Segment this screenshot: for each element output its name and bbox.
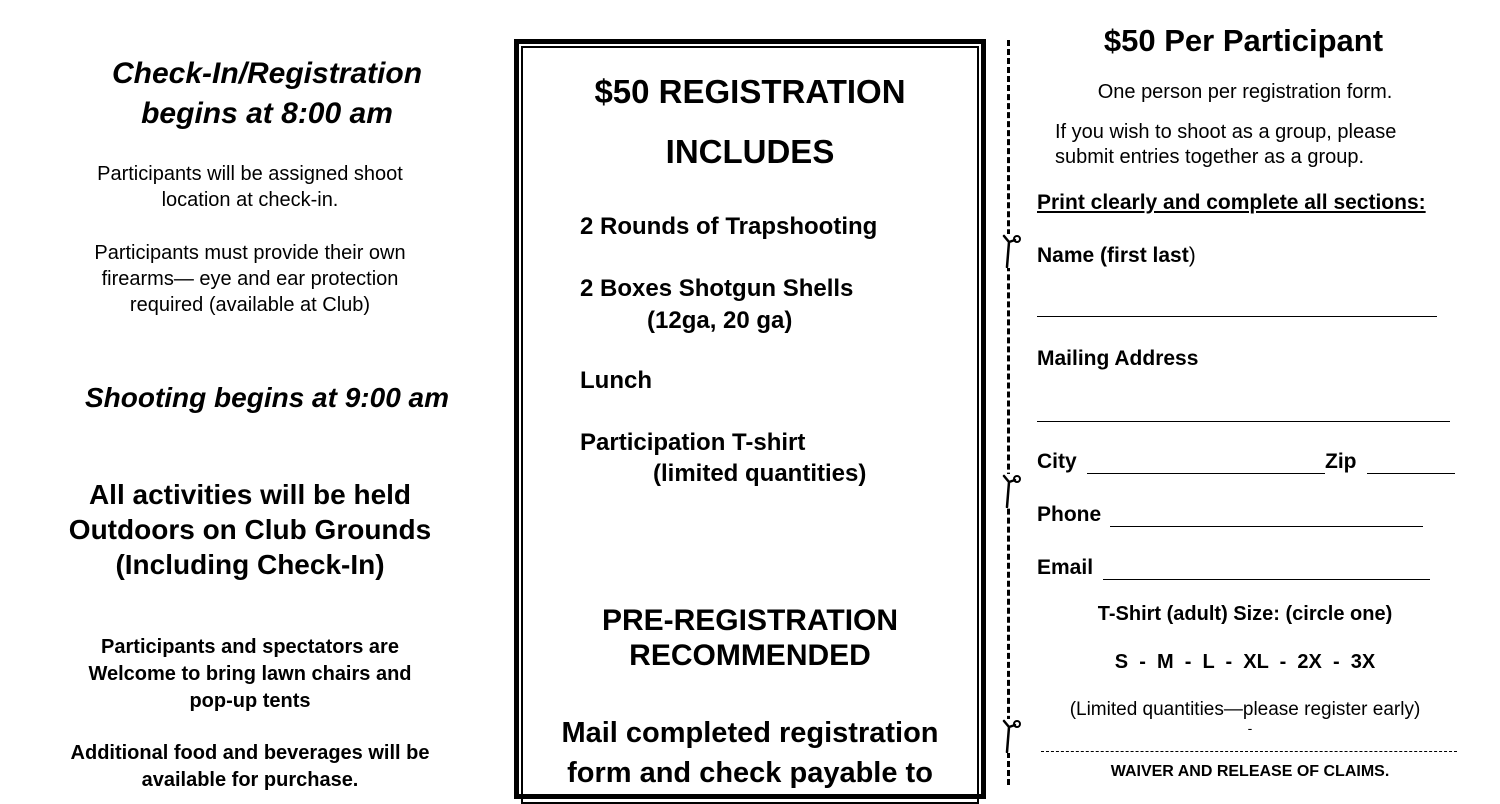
phone-label: Phone	[1037, 503, 1102, 526]
name-label	[1037, 242, 1196, 270]
print-clearly-instructions: Print clearly and complete all sections:	[1037, 191, 1426, 214]
includes-heading	[514, 72, 986, 172]
checkin-heading-line2: begins at 8:00 am	[141, 97, 393, 130]
chairs-notice	[0, 634, 500, 715]
email-label: Email	[1037, 556, 1094, 579]
price-heading: $50 Per Participant	[1103, 23, 1384, 58]
firearms-line3: required (available at Club)	[129, 294, 371, 316]
food-line2: available for purchase.	[141, 769, 359, 791]
shoot-location-line2: location at check-in.	[161, 189, 339, 211]
include-item-shells: 2 Boxes Shotgun Shells	[580, 275, 854, 302]
one-person-note: One person per registration form.	[1097, 81, 1393, 103]
event-info-column	[0, 0, 500, 791]
include-item-tshirt: Participation T-shirt	[580, 429, 806, 456]
outdoors-line3: (Including Check-In)	[115, 549, 385, 580]
name-label-text: Name (first last	[1037, 244, 1189, 267]
city-label: City	[1037, 450, 1077, 473]
mail-instructions	[514, 713, 986, 793]
group-note-line2: submit entries together as a group.	[1055, 146, 1365, 168]
include-item-tshirt-note: (limited quantities)	[653, 460, 867, 487]
outdoors-line1: All activities will be held	[88, 479, 412, 510]
chairs-line3: pop-up tents	[189, 690, 311, 712]
waiver-divider	[1041, 751, 1457, 752]
scissors-icon	[998, 474, 1022, 508]
shoot-location-line1: Participants will be assigned shoot	[97, 163, 403, 185]
firearms-line1: Participants must provide their own	[94, 242, 406, 264]
food-notice	[0, 740, 500, 794]
stray-dash: -	[1247, 720, 1253, 736]
group-note	[1055, 120, 1396, 170]
chairs-line2: Welcome to bring lawn chairs and	[88, 663, 412, 685]
name-label-paren: )	[1188, 244, 1196, 267]
tshirt-size-options[interactable]: S - M - L - XL - 2X - 3X	[1114, 651, 1376, 673]
group-note-line1: If you wish to shoot as a group, please	[1055, 121, 1397, 143]
includes-heading-line2: INCLUDES	[665, 133, 835, 170]
outdoors-notice	[0, 477, 500, 582]
chairs-line1: Participants and spectators are	[101, 636, 399, 658]
zip-label: Zip	[1325, 450, 1357, 473]
include-item-shells-gauge: (12ga, 20 ga)	[647, 307, 793, 334]
mailing-address-label: Mailing Address	[1037, 347, 1199, 370]
zip-input[interactable]	[1367, 473, 1455, 474]
phone-input[interactable]	[1110, 526, 1423, 527]
outdoors-line2: Outdoors on Club Grounds	[68, 514, 432, 545]
checkin-heading	[0, 54, 534, 134]
include-item-trapshooting: 2 Rounds of Trapshooting	[580, 213, 878, 240]
city-input[interactable]	[1087, 473, 1325, 474]
preregistration-line1: PRE-REGISTRATION	[601, 604, 899, 637]
includes-heading-line1: $50 REGISTRATION	[594, 73, 906, 110]
email-input[interactable]	[1103, 579, 1430, 580]
tshirt-size-label: T-Shirt (adult) Size: (circle one)	[1097, 603, 1393, 625]
food-line1: Additional food and beverages will be	[70, 742, 430, 764]
mailing-address-input[interactable]	[1037, 421, 1450, 422]
mail-line2: form and check payable to	[567, 757, 933, 789]
limited-quantities-note: (Limited quantities—please register early)	[1069, 699, 1421, 720]
preregistration-line2: RECOMMENDED	[629, 639, 871, 672]
firearms-line2: firearms— eye and ear protection	[101, 268, 399, 290]
waiver-heading: WAIVER AND RELEASE OF CLAIMS.	[1110, 763, 1390, 780]
firearms-note	[0, 240, 500, 318]
checkin-heading-line1: Check-In/Registration	[111, 57, 423, 90]
preregistration-notice	[514, 603, 986, 673]
mail-line1: Mail completed registration	[561, 717, 939, 749]
shoot-location-note	[0, 161, 500, 213]
name-input[interactable]	[1037, 316, 1437, 317]
scissors-icon	[998, 234, 1022, 268]
include-item-lunch: Lunch	[580, 367, 652, 394]
shooting-start-heading: Shooting begins at 9:00 am	[84, 382, 450, 413]
